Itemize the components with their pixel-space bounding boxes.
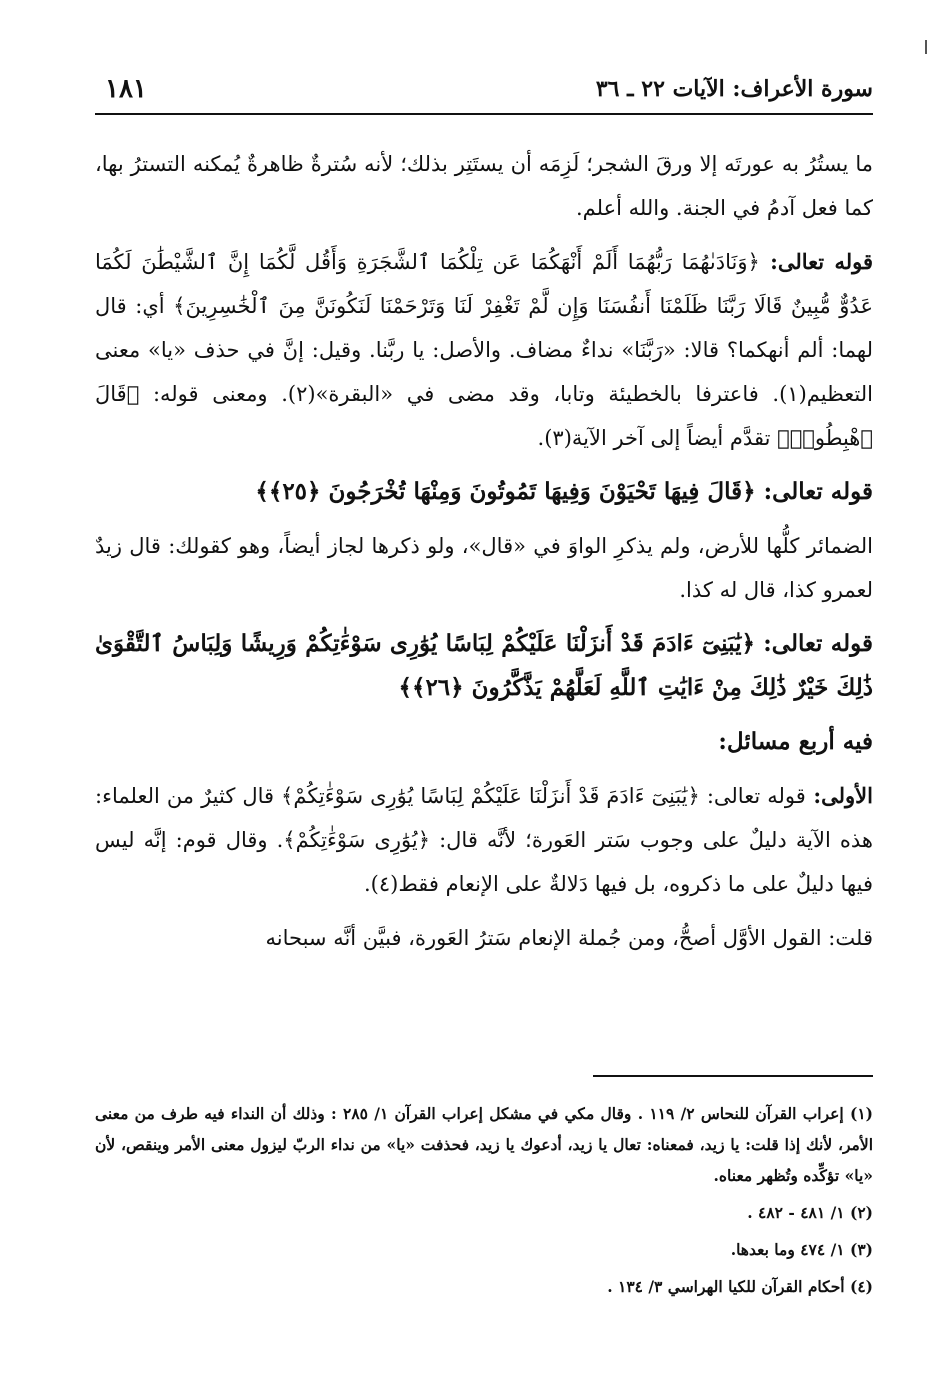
main-text [95,142,873,970]
paragraph-lead: قوله تعالى: [759,249,874,274]
footnote-4: (٤) أحكام القرآن للكيا الهراسي ٣/ ١٣٤ . [607,1277,873,1296]
paragraph-2 [95,240,873,460]
paragraph-3 [95,470,873,514]
paragraph-4 [95,524,873,612]
crop-mark [925,40,927,54]
paragraph-text: قلت: القول الأوَّل أصحُّ، ومن جُملة الإنعام سَترُ العَورة، فبيَّن أنَّه سبحانه [265,926,873,950]
paragraph-6 [95,720,873,764]
paragraph-text: قوله تعالى: ﴿يَٰبَنِىٓ ءَادَمَ قَدْ أَنزَلْنَا عَلَيْكُمْ لِبَاسًا يُوَٰرِى سَوْءَٰتِكُمْ﴾ قال كثيرٌ من العلماء: هذه الآية دليلٌ على وجوب سَتر العَورة؛ لأنَّه قال: ﴿يُوَٰرِى سَوْءَٰتِكُمْ﴾. وقال قوم: إنَّه ليس فيها دليلٌ على ما ذكروه، بل فيها دَلالةٌ على الإنعام فقط(٤). [95,784,873,896]
paragraph-text: الضمائر كلُّها للأرض، ولم يذكرِ الواوَ في «قال»، ولو ذكرها لجاز أيضاً، وهو كقولك: قال زيدٌ لعمرو كذا، قال له كذا. [95,534,873,602]
paragraph-text: ﴿وَنَادَىٰهُمَا رَبُّهُمَا أَلَمْ أَنْهَكُمَا عَن تِلْكُمَا ٱلشَّجَرَةِ وَأَقُل لَّكُمَا إِنَّ ٱلشَّيْطَٰنَ لَكُمَا عَدُوٌّ مُّبِينٌ قَالَا رَبَّنَا ظَلَمْنَا أَنفُسَنَا وَإِن لَّمْ تَغْفِرْ لَنَا وَتَرْحَمْنَا لَنَكُونَنَّ مِنَ ٱلْخَٰسِرِينَ﴾ أي: قال لهما: ألم أنهكما؟ قالا: «رَبَّنَا» نداءٌ مضاف. والأصل: يا ربَّنا. وقيل: إنَّ في حذف «يا» معنى التعظيم(١). فاعترفا بالخطيئة وتابا، وقد مضى في «البقرة»(٢). ومعنى قوله: ﴿قَالَ ٱهْبِطُوا۟﴾ تقدَّم أيضاً إلى آخر الآية(٣). [95,250,873,450]
paragraph-1 [95,142,873,230]
paragraph-text: ﴿قَالَ فِيهَا تَحْيَوْنَ وَفِيهَا تَمُوتُونَ وَمِنْهَا تُخْرَجُونَ ﴿٢٥﴾﴾ [255,478,756,505]
paragraph-text: فيه أربع مسائل: [718,728,873,755]
paragraph-lead: قوله تعالى: [755,478,873,505]
footnotes [95,1098,873,1308]
paragraph-5 [95,622,873,710]
paragraph-8 [95,916,873,960]
page-number: ١٨١ [105,74,147,104]
footnote-3: (٣) ١/ ٤٧٤ وما بعدها. [730,1240,873,1259]
footnote-2: (٢) ١/ ٤٨١ - ٤٨٢ . [747,1203,873,1222]
page-header [95,72,873,112]
paragraph-lead: قوله تعالى: [754,630,874,657]
paragraph-text: ما يستُرُ به عورتَه إلا ورقَ الشجر؛ لَزِمَه أن يستَتِر بذلك؛ لأنه سُترةٌ ظاهرةٌ يُمكنه التسترُ بها، كما فعل آدمُ في الجنة. والله أعلم. [95,152,873,220]
footnote-1: (١) إعراب القرآن للنحاس ٢/ ١١٩ . وقال مكي في مشكل إعراب القرآن ١/ ٢٨٥ : وذلك أن النداء فيه طرف من معنى الأمر، لأنك إذا قلت: يا زيد، فمعناه: تعال يا زيد، أدعوك يا زيد، فحذفت «يا» من نداء الربّ ليزول معنى الأمر وينقص، لأن «يا» تؤكِّده وتُظهر معناه. [95,1104,873,1185]
running-title: سورة الأعراف: الآيات ٢٢ ـ ٣٦ [595,76,873,102]
header-rule [95,113,873,115]
paragraph-text: ﴿يَٰبَنِىٓ ءَادَمَ قَدْ أَنزَلْنَا عَلَيْكُمْ لِبَاسًا يُوَٰرِى سَوْءَٰتِكُمْ وَرِيشًا وَلِبَاسُ ٱلتَّقْوَىٰ ذَٰلِكَ خَيْرٌ ذَٰلِكَ مِنْ ءَايَٰتِ ٱللَّهِ لَعَلَّهُمْ يَذَّكَّرُونَ ﴿٢٦﴾﴾ [95,630,873,701]
paragraph-7 [95,774,873,906]
paragraph-lead: الأولى: [805,783,873,808]
footnote-rule [593,1075,873,1077]
